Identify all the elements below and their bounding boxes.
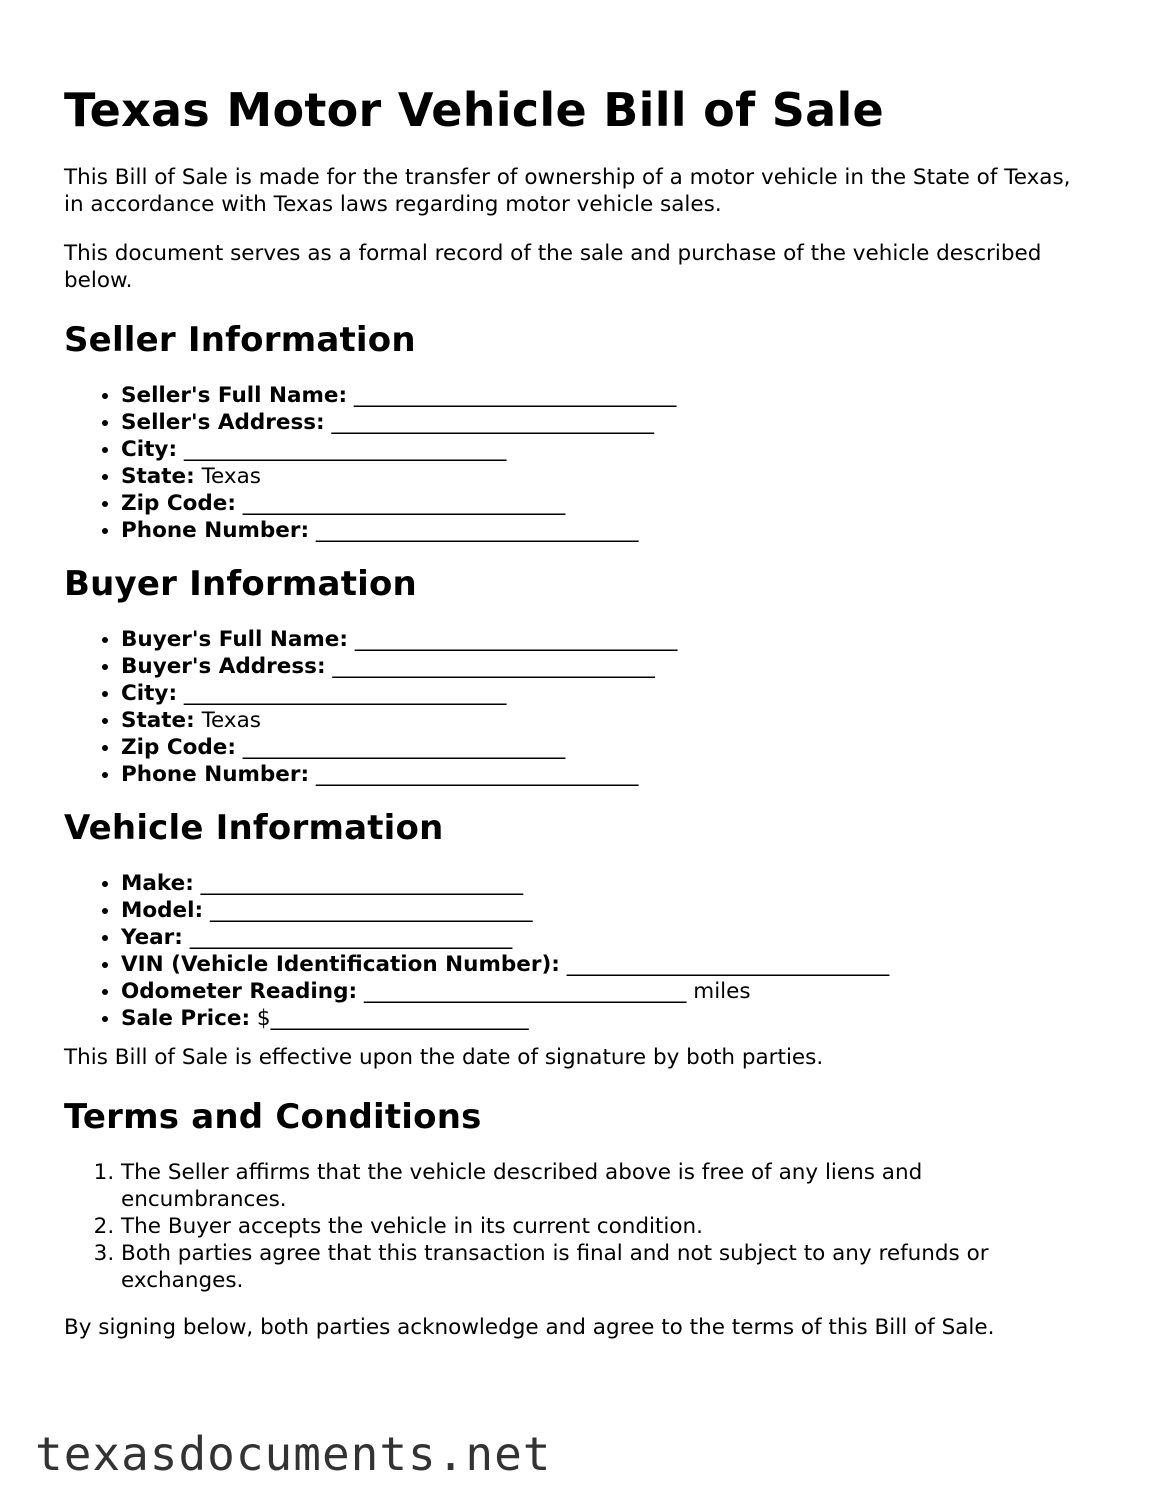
intro-paragraph-1: This Bill of Sale is made for the transfer of ownership of a motor vehicle in the State of Texas, in accordance with Texas laws regarding motor vehicle sales.	[64, 165, 1071, 217]
buyer-section-heading: Buyer Information	[64, 564, 417, 604]
field-label: Seller's Full Name:	[121, 383, 348, 408]
field-label: Model:	[121, 898, 204, 923]
field-value: ______________________________	[235, 735, 566, 760]
field-label: Year:	[121, 925, 183, 950]
watermark-text: texasdocuments.net	[35, 1427, 552, 1481]
intro-paragraph-2: This document serves as a formal record of the sale and purchase of the vehicle described below.	[64, 241, 1042, 293]
buyer-zip-field	[121, 734, 1094, 761]
buyer-city-field	[121, 680, 1094, 707]
field-label: State:	[121, 708, 195, 733]
field-label: Buyer's Full Name:	[121, 627, 348, 652]
field-value: ______________________________	[182, 925, 513, 950]
field-value: ______________________________	[559, 952, 890, 977]
field-value: ______________________________	[309, 762, 639, 787]
seller-city-field	[121, 436, 1094, 463]
seller-phone-field	[121, 517, 1094, 544]
seller-state-field	[121, 463, 1094, 490]
field-label: Phone Number:	[121, 518, 310, 543]
field-value: ______________________________	[309, 518, 639, 543]
terms-item: 3. Both parties agree that this transaction is final and not subject to any refunds or exchanges.	[121, 1240, 1094, 1294]
field-label: Buyer's Address:	[121, 654, 326, 679]
field-value: ______________________________	[347, 383, 677, 408]
vehicle-odometer-field	[121, 978, 1094, 1005]
closing-statement: By signing below, both parties acknowledge and agree to the terms of this Bill of Sale.	[64, 1315, 995, 1340]
terms-item: 1. The Seller affirms that the vehicle described above is free of any liens and encumbrances.	[121, 1159, 1094, 1213]
seller-field-list	[64, 382, 1094, 544]
field-value: ______________________________ miles	[357, 979, 751, 1004]
field-value: ______________________________	[325, 654, 655, 679]
vehicle-vin-field	[121, 951, 1094, 978]
document-page	[64, 82, 1094, 1363]
field-label: Odometer Reading:	[121, 979, 358, 1004]
field-value: ______________________________	[348, 627, 678, 652]
terms-section-heading: Terms and Conditions	[64, 1097, 482, 1137]
buyer-field-list	[64, 626, 1094, 788]
buyer-address-field	[121, 653, 1094, 680]
field-label: City:	[121, 681, 178, 706]
field-label: Zip Code:	[121, 491, 236, 516]
field-label: Phone Number:	[121, 762, 310, 787]
field-label: Zip Code:	[121, 735, 236, 760]
field-label: City:	[121, 437, 178, 462]
field-value: ______________________________	[324, 410, 654, 435]
field-label: State:	[121, 464, 195, 489]
seller-address-field	[121, 409, 1094, 436]
seller-section-heading: Seller Information	[64, 320, 416, 360]
field-value: Texas	[194, 464, 261, 489]
terms-item: 2. The Buyer accepts the vehicle in its current condition.	[121, 1213, 1094, 1240]
vehicle-model-field	[121, 897, 1094, 924]
field-value: ______________________________	[193, 871, 524, 896]
field-value: ______________________________	[177, 437, 507, 462]
field-label: Sale Price:	[121, 1006, 251, 1031]
document-title: Texas Motor Vehicle Bill of Sale	[64, 83, 885, 137]
buyer-full-name-field	[121, 626, 1094, 653]
field-value: ______________________________	[235, 491, 566, 516]
field-label: Seller's Address:	[121, 410, 325, 435]
effective-note: This Bill of Sale is effective upon the date of signature by both parties.	[64, 1045, 824, 1070]
seller-full-name-field	[121, 382, 1094, 409]
field-value: Texas	[194, 708, 261, 733]
field-label: VIN (Vehicle Identification Number):	[121, 952, 560, 977]
buyer-phone-field	[121, 761, 1094, 788]
field-value: ______________________________	[203, 898, 533, 923]
vehicle-section-heading: Vehicle Information	[64, 808, 444, 848]
seller-zip-field	[121, 490, 1094, 517]
vehicle-make-field	[121, 870, 1094, 897]
vehicle-field-list	[64, 870, 1094, 1032]
vehicle-year-field	[121, 924, 1094, 951]
field-value: $________________________	[250, 1006, 529, 1031]
buyer-state-field	[121, 707, 1094, 734]
field-label: Make:	[121, 871, 194, 896]
vehicle-sale-price-field	[121, 1005, 1094, 1032]
terms-list	[64, 1159, 1094, 1294]
field-value: ______________________________	[177, 681, 507, 706]
